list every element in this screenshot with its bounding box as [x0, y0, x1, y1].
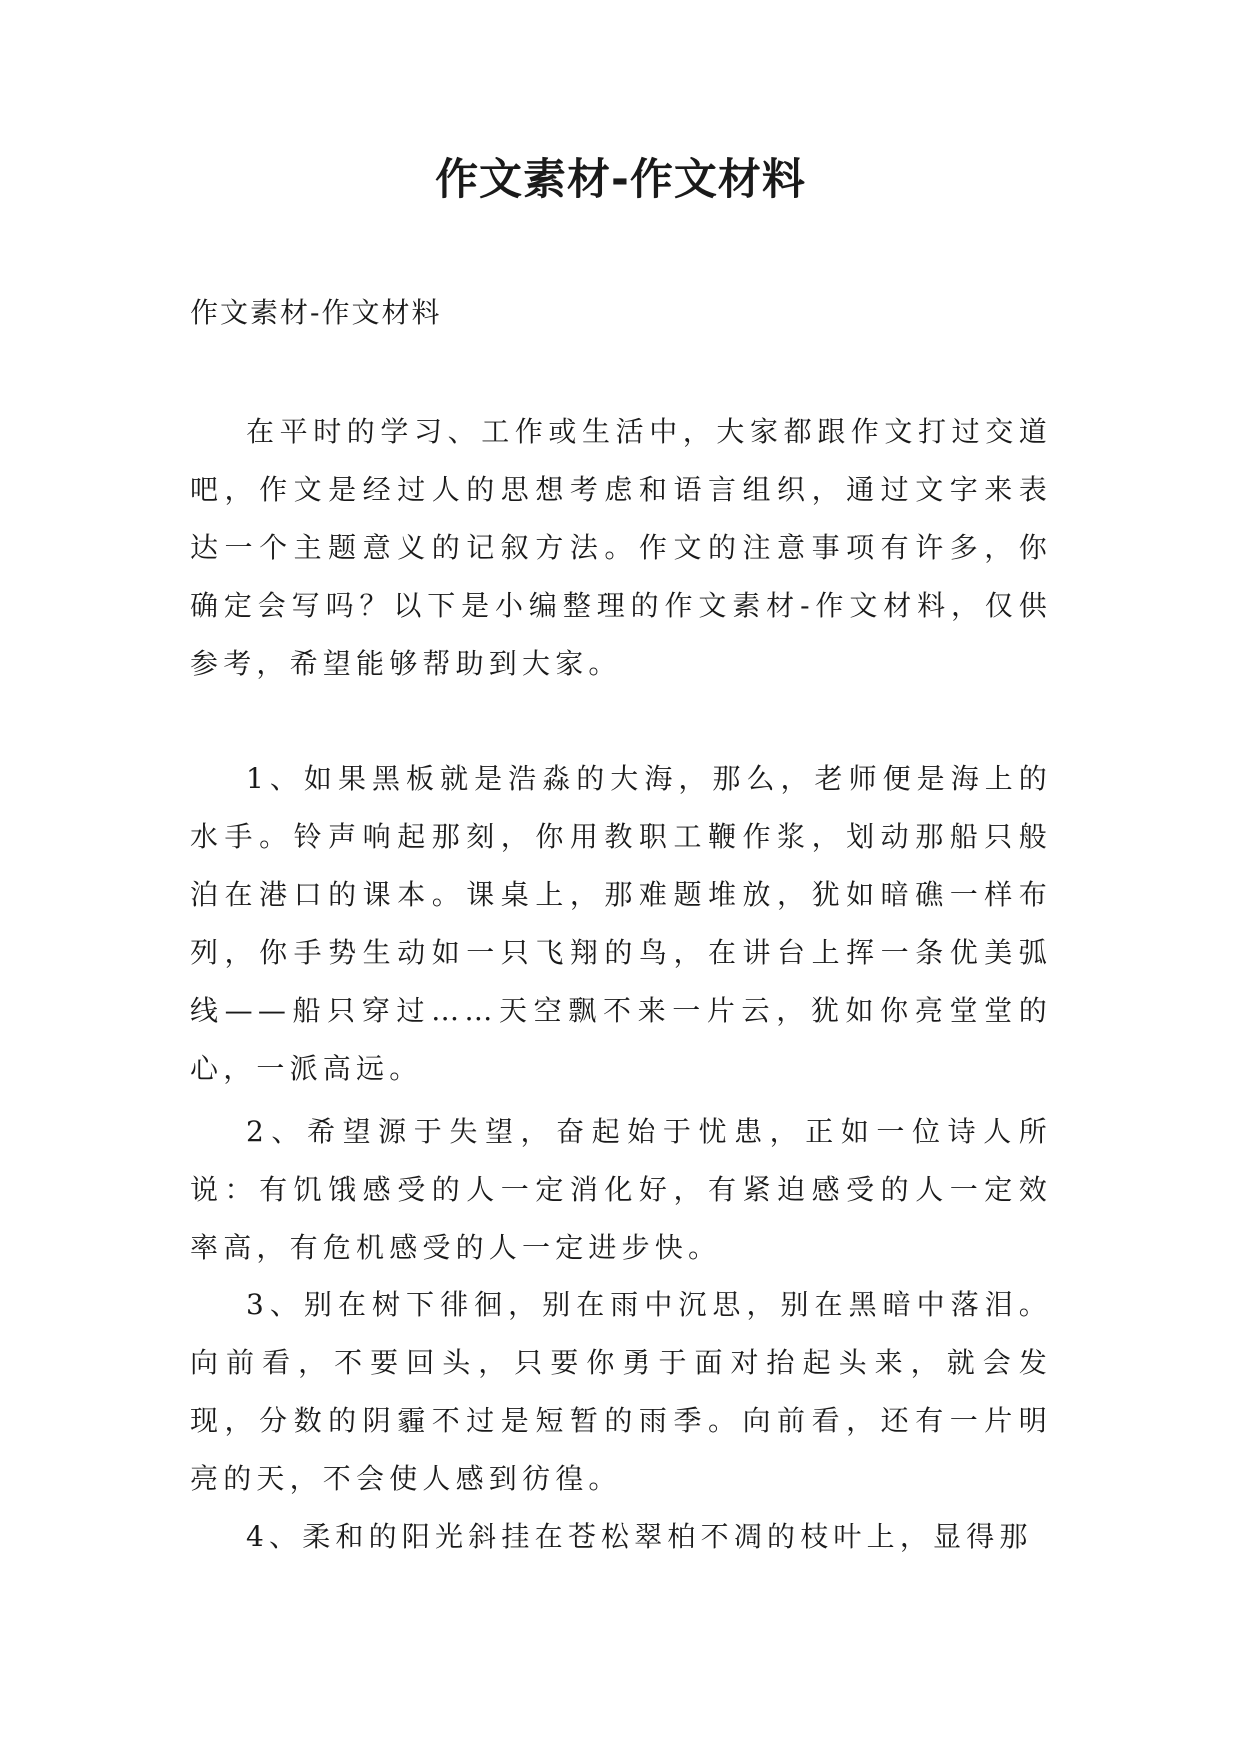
intro-paragraph: 在平时的学习、工作或生活中，大家都跟作文打过交道吧，作文是经过人的思想考虑和语言组织，通过文字来表达一个主题意义的记叙方法。作文的注意事项有许多，你确定会写吗？以下是小编整理的作文素材-作文材料，仅供参考，希望能够帮助到大家。 — [190, 415, 1052, 680]
paragraph-2: 2、希望源于失望，奋起始于忧患，正如一位诗人所说：有饥饿感受的人一定消化好，有紧迫感受的人一定效率高，有危机感受的人一定进步快。 — [190, 1115, 1052, 1264]
paragraph-4: 4、柔和的阳光斜挂在苍松翠柏不凋的枝叶上，显得那 — [246, 1520, 1033, 1553]
paragraph-3: 3、别在树下徘徊，别在雨中沉思，别在黑暗中落泪。向前看，不要回头，只要你勇于面对抬起头来，就会发现，分数的阴霾不过是短暂的雨季。向前看，还有一片明亮的天，不会使人感到彷徨。 — [190, 1288, 1052, 1495]
paragraph-1: 1、如果黑板就是浩淼的大海，那么，老师便是海上的水手。铃声响起那刻，你用教职工鞭作浆，划动那船只般泊在港口的课本。课桌上，那难题堆放，犹如暗礁一样布列，你手势生动如一只飞翔的鸟，在讲台上挥一条优美弧线——船只穿过……天空飘不来一片云，犹如你亮堂堂的心，一派高远。 — [190, 762, 1052, 1085]
document-subtitle: 作文素材-作文材料 — [190, 296, 442, 329]
document-title: 作文素材-作文材料 — [435, 155, 806, 205]
